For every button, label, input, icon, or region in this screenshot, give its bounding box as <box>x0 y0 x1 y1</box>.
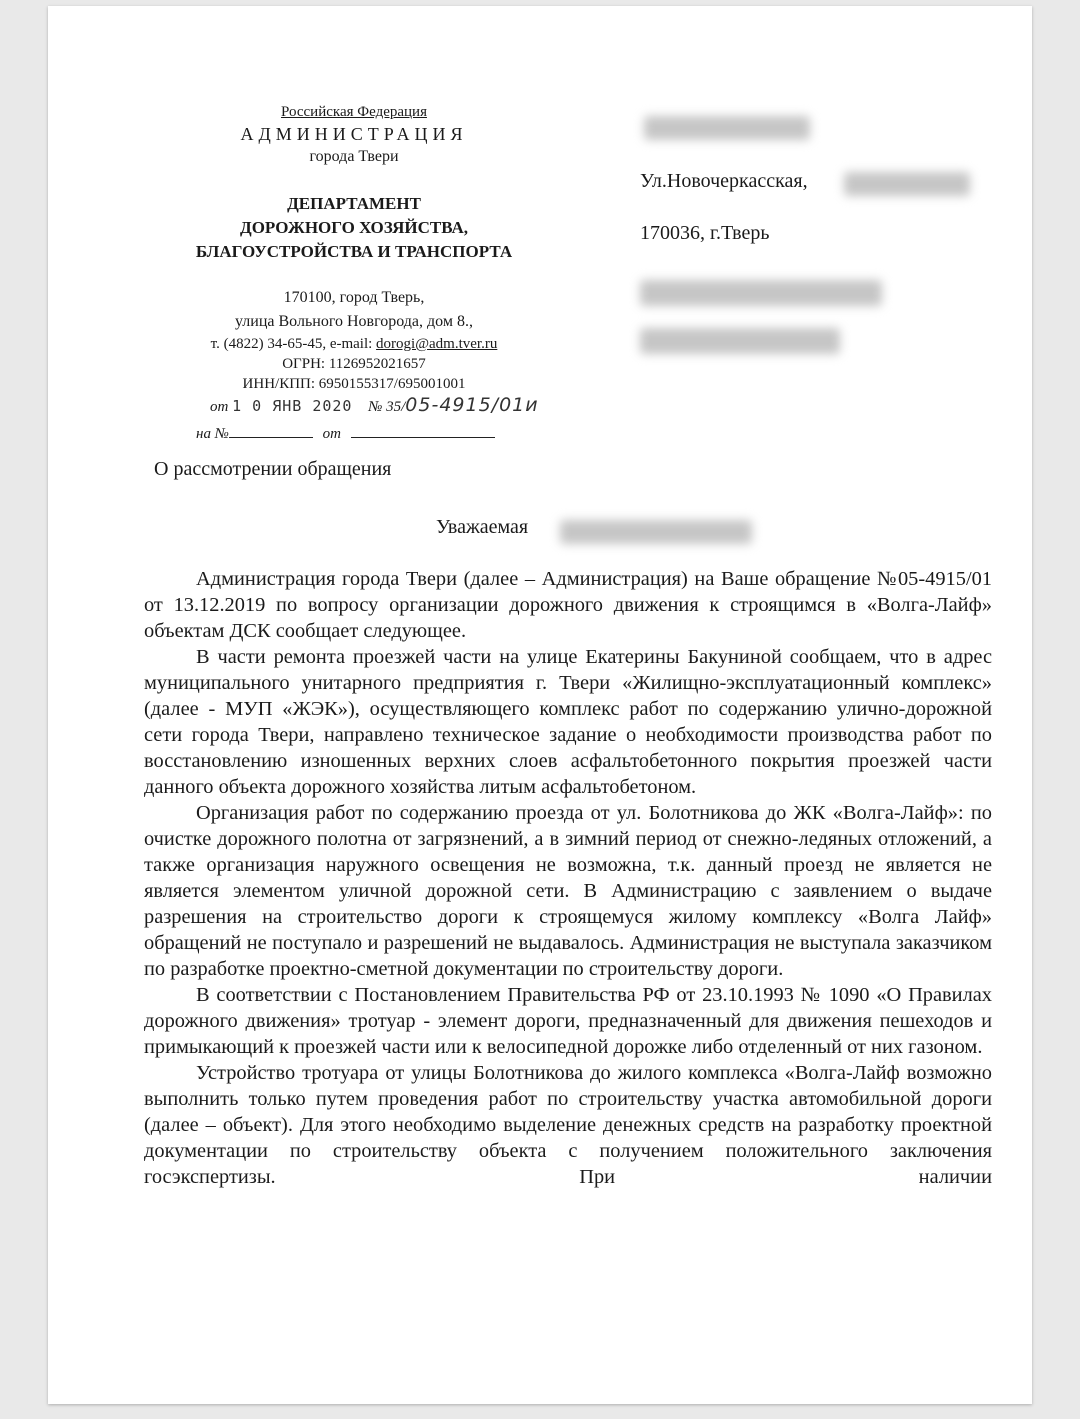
reference-prefix: на № <box>196 426 229 442</box>
letterhead-inn-kpp: ИНН/КПП: 6950155317/695001001 <box>242 376 466 392</box>
dept-line-2: ДОРОЖНОГО ХОЗЯЙСТВА, <box>240 218 468 237</box>
document-page <box>48 6 1032 1404</box>
letterhead-city: города Твери <box>309 148 399 165</box>
body-paragraph: Администрация города Твери (далее – Администрация) на Ваше обращение №05-4915/01 от 13.12.2019 по вопросу организации дорожного движения к строящимся в «Волга-Лайф» объектам ДСК сообщает следующее. <box>144 568 992 642</box>
body-paragraph: Устройство тротуара от улицы Болотникова до жилого комплекса «Волга-Лайф возможно выполнить только путем проведения работ по строительству участка автомобильной дороги (далее – объект). Для этого необходимо выделение денежных средств на разработку проектной документации по строительству объекта с получением положительного заключения госэкспертизы. При наличии <box>144 1062 992 1188</box>
letterhead-admin: АДМИНИСТРАЦИЯ <box>240 124 468 144</box>
reference-line <box>196 422 495 443</box>
reference-number-blank <box>229 422 313 438</box>
phone-text: т. (4822) 34-65-45, e-mail: <box>210 336 377 352</box>
greeting-text: Уважаемая <box>436 516 529 538</box>
dept-line-1: ДЕПАРТАМЕНТ <box>287 194 421 213</box>
date-prefix: от <box>210 399 229 415</box>
body-paragraph: В части ремонта проезжей части на улице Екатерины Бакуниной сообщаем, что в адрес муниципального унитарного предприятия г. Твери «Жилищно-эксплуатационный комплекс» (далее - МУП «ЖЭК»), осуществляющего комплекс работ по содержанию улично-дорожной сети города Твери, направлено техническое задание о необходимости производства работ по восстановлению изношенных верхних слоев асфальтобетонного покрытия проезжей части данного объекта дорожного хозяйства литым асфальтобетоном. <box>144 646 992 798</box>
letterhead-department <box>148 192 560 264</box>
letterhead-contacts <box>148 336 560 353</box>
reference-date-blank <box>351 422 495 438</box>
redacted-recipient-name <box>560 520 752 544</box>
greeting <box>436 516 528 539</box>
redacted-email <box>640 280 882 306</box>
body-paragraph: Организация работ по содержанию проезда от ул. Болотникова до ЖК «Волга-Лайф»: по очистке дорожного полотна от загрязнений, а в зимний период от снежно-ледяных отложений, а также организация наружного освещения не возможна, т.к. данный проезд не является не является элементом уличной дорожной сети. В Администрацию с заявлением о выдаче разрешения на строительство дороги к строящемуся жилому комплексу «Волга Лайф» обращений не поступало и разрешений не выдавалось. Администрация не выступала заказчиком по разработке проектно-сметной документации по строительству дороги. <box>144 802 992 980</box>
dept-line-3: БЛАГОУСТРОЙСТВА И ТРАНСПОРТА <box>195 242 513 261</box>
date-stamp: 1 0 ЯНВ 2020 <box>232 397 353 415</box>
email-link[interactable]: dorogi@adm.tver.ru <box>376 336 498 352</box>
address-line-1: 170100, город Тверь, <box>283 289 425 306</box>
letter-body <box>144 566 992 1190</box>
redacted-name <box>644 116 810 140</box>
address-line-2: улица Вольного Новгорода, дом 8., <box>235 313 473 330</box>
addressee-postal-city: 170036, г.Тверь <box>640 222 770 244</box>
body-paragraph: В соответствии с Постановлением Правительства РФ от 23.10.1993 № 1090 «О Правилах дорожного движения» тротуар - элемент дороги, предназначенный для движения пешеходов и примыкающий к проезжей части или к велосипедной дорожке либо отделенный от них газоном. <box>144 984 992 1058</box>
redacted-contact <box>640 328 840 354</box>
number-prefix: № 35/ <box>368 399 406 415</box>
letterhead-address <box>148 286 560 334</box>
registration-line <box>210 394 539 416</box>
letter-subject: О рассмотрении обращения <box>154 458 392 480</box>
redacted-house <box>844 172 970 196</box>
reference-from: от <box>322 426 341 442</box>
letterhead-ogrn: ОГРН: 1126952021657 <box>282 356 426 372</box>
addressee-street: Ул.Новочеркасская, <box>640 170 808 192</box>
registration-number-handwritten: 05-4915/01и <box>405 394 539 416</box>
letterhead-country: Российская Федерация <box>281 104 427 120</box>
